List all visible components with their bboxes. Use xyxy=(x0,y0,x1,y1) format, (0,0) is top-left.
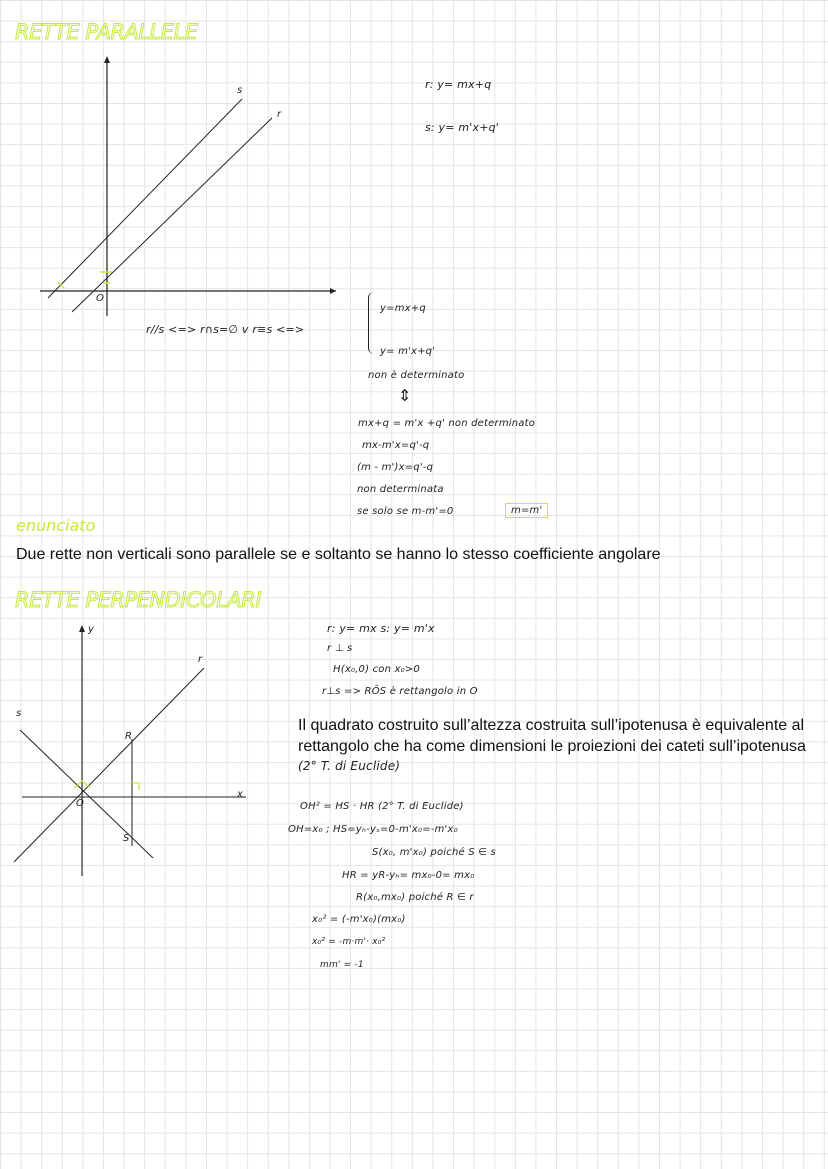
graph2-label-y: y xyxy=(88,624,95,635)
proof-line-2: OH=x₀ ; HS=yₕ-yₛ=0-m'x₀=-m'x₀ xyxy=(288,824,458,835)
theorem-text: Il quadrato costruito sull’altezza costruita sull’ipotenusa è equivalente al rettangolo che ha come dimensioni le proiezioni dei cateti sull’ipotenusa xyxy=(298,717,806,755)
perp-line-2: r ⊥ s xyxy=(327,643,353,654)
derivation-line-5: se solo se m-m'=0 xyxy=(357,506,454,517)
iff-arrow-icon: ⇕ xyxy=(398,386,412,405)
system-note: non è determinato xyxy=(368,370,465,381)
perp-line-4: r⊥s => RÔS è rettangolo in O xyxy=(322,686,478,697)
graph2-label-S: S xyxy=(123,833,130,844)
graph2-label-s: s xyxy=(16,708,22,719)
proof-line-4: HR = yR-yₕ= mx₀-0= mx₀ xyxy=(342,870,475,881)
graph2-label-x: x xyxy=(237,789,244,800)
line-r xyxy=(72,118,272,312)
graph2-label-R: R xyxy=(125,731,133,742)
proof-line-8: mm' = -1 xyxy=(320,960,364,970)
system-eq-1: y=mx+q xyxy=(380,303,426,314)
proof-line-3: S(x₀, m'x₀) poiché S ∈ s xyxy=(372,847,496,858)
graph-label-s: s xyxy=(237,85,243,96)
derivation-line-4: non determinata xyxy=(357,484,444,495)
derivation-line-3: (m - m')x=q'-q xyxy=(357,462,434,473)
proof-line-1: OH² = HS · HR (2° T. di Euclide) xyxy=(300,801,464,812)
section-title-perpendicular: RETTE PERPENDICOLARI xyxy=(15,588,262,612)
equation-r: r: y= mx+q xyxy=(425,78,492,91)
perpendicular-lines-graph xyxy=(14,625,246,876)
theorem-block xyxy=(298,715,813,775)
graph-label-origin: O xyxy=(96,293,105,304)
result-box: m=m' xyxy=(505,503,548,518)
y-axis-arrow-icon xyxy=(104,56,110,63)
line-s xyxy=(48,99,242,298)
proof-line-5: R(x₀,mx₀) poiché R ∈ r xyxy=(356,892,474,903)
derivation-line-1: mx+q = m'x +q' non determinato xyxy=(358,418,536,429)
equation-s: s: y= m'x+q' xyxy=(425,121,500,134)
perp-line-3: H(x₀,0) con x₀>0 xyxy=(333,664,420,675)
system-eq-2: y= m'x+q' xyxy=(380,346,436,357)
graph-label-r: r xyxy=(277,109,282,120)
proof-line-7: x₀² = -m·m'· x₀² xyxy=(312,937,386,947)
statement-label: enunciato xyxy=(16,516,96,535)
statement-text: Due rette non verticali sono parallele se e soltanto se hanno lo stesso coefficiente angolare xyxy=(16,546,661,563)
y-axis-2-arrow-icon xyxy=(79,625,85,632)
graph2-label-origin: O xyxy=(76,798,85,809)
line-r-2 xyxy=(14,668,204,862)
theorem-ref: (2° T. di Euclide) xyxy=(298,759,401,773)
proof-line-6: x₀² = (-m'x₀)(mx₀) xyxy=(312,914,406,925)
system-brace xyxy=(368,292,375,354)
section-title-parallel: RETTE PARALLELE xyxy=(15,20,198,44)
graph2-label-r: r xyxy=(198,654,203,665)
perp-line-1: r: y= mx s: y= m'x xyxy=(327,622,435,635)
derivation-line-2: mx-m'x=q'-q xyxy=(362,440,430,451)
x-axis-arrow-icon xyxy=(330,288,336,294)
line-s-2 xyxy=(20,730,153,858)
parallel-condition: r//s <=> r∩s=∅ v r≡s <=> xyxy=(146,323,305,336)
